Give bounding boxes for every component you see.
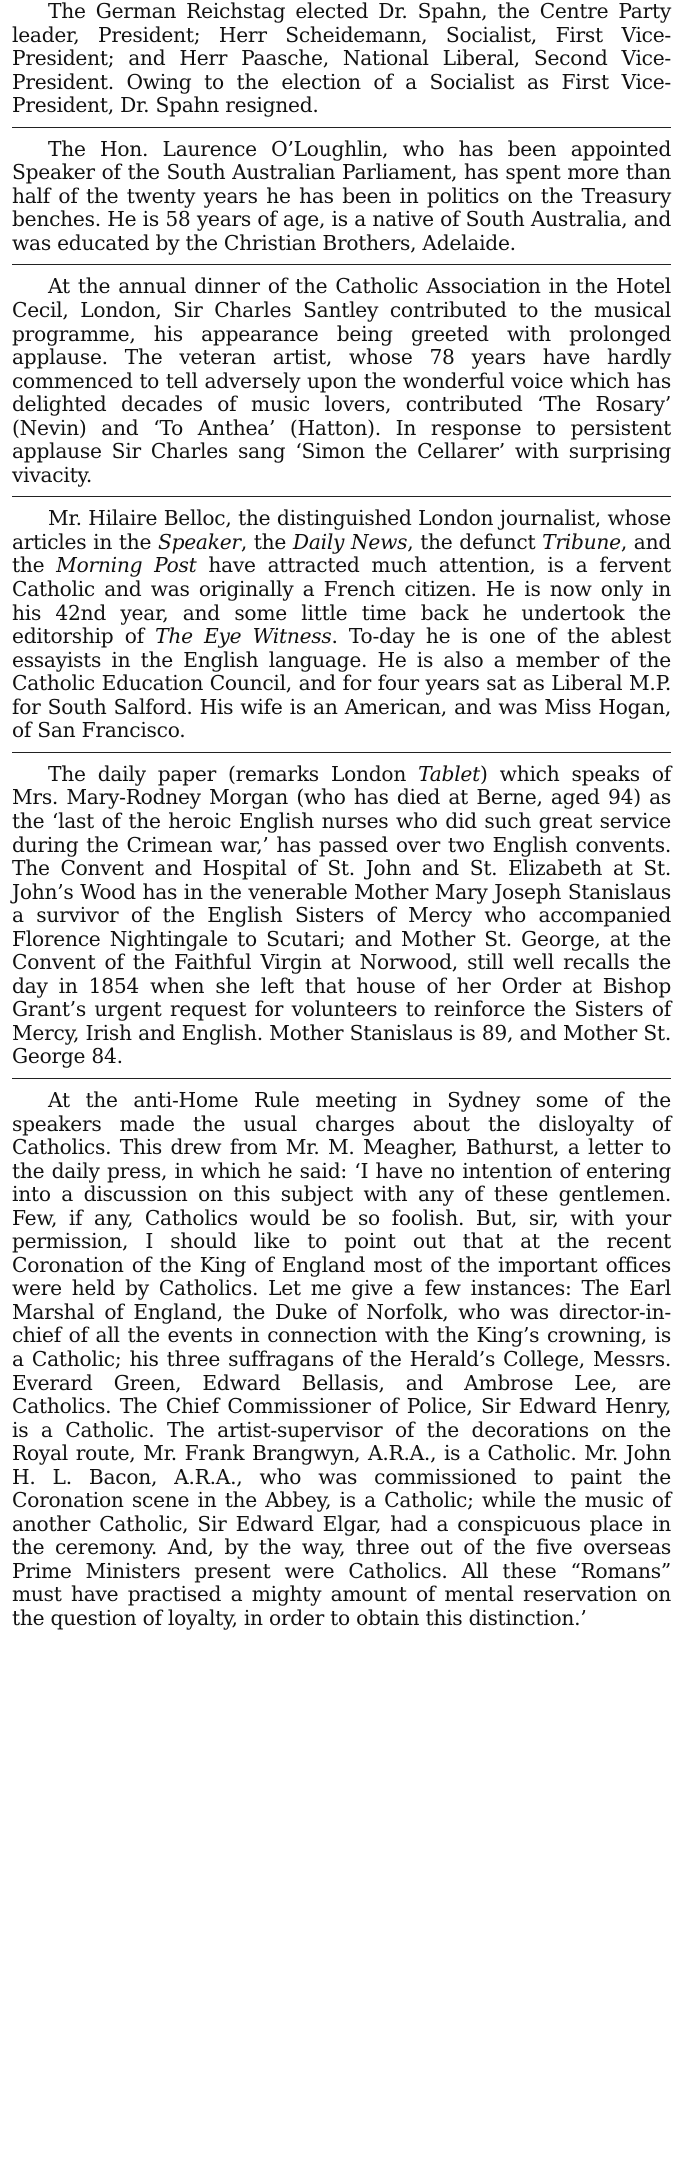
text-run: The German Reichstag elected Dr. Spahn, the Centre Party leader, President; Herr Scheidemann, Socialist, First Vice-President; and Herr Paasche, National Liberal, Second Vice-President. Owing to the election of a Socialist as First Vice-President, Dr. Spahn resigned. <box>12 0 671 118</box>
paragraph-oloughlin <box>12 138 671 256</box>
text-run: Mr. Hilaire Belloc, the distinguished London journalist, whose articles in the <box>12 506 671 554</box>
italic-title: Morning Post <box>56 553 197 578</box>
text-run: The Hon. Laurence O’Loughlin, who has been appointed Speaker of the South Australian Parliament, has spent more than half of the twenty years he has been in politics on the Treasury benches. He is 58 years of age, is a native of South Australia, and was educated by the Christian Brothers, Adelaide. <box>12 136 671 255</box>
italic-title: The Eye Witness <box>155 624 332 649</box>
italic-title: Speaker <box>157 529 241 554</box>
paragraph-crimean-nurses <box>12 763 671 1069</box>
italic-title: Tablet <box>418 761 480 786</box>
divider <box>12 127 671 128</box>
text-run: ) which speaks of Mrs. Mary-Rodney Morgan (who has died at Berne, aged 94) as the ‘last of the heroic English nurses who did such great service during the Crimean war,’ has passed over two English convents. The Convent and Hospital of St. John and St. Elizabeth at St. John’s Wood has in the venerable Mother Mary Joseph Stanislaus a survivor of the English Sisters of Mercy who accompanied Florence Nightingale to Scutari; and Mother St. George, at the Convent of the Faithful Virgin at Norwood, still well recalls the day in 1854 when she left that house of her Order at Bishop Grant’s urgent request for volunteers to reinforce the Sisters of Mercy, Irish and English. Mother Stanislaus is 89, and Mother St. George 84. <box>12 761 672 1069</box>
text-run: . To-day he is one of the ablest essayists in the English language. He is also a member of the Catholic Education Council, and for four years sat as Liberal M.P. for South Salford. His wife is an American, and was Miss Hogan, of San Francisco. <box>12 624 671 743</box>
text-run: At the anti-Home Rule meeting in Sydney some of the speakers made the usual charges about the disloyalty of Catholics. This drew from Mr. M. Meagher, Bathurst, a letter to the daily press, in which he said: ‘I have no intention of entering into a discussion on this subject with any of these gentlemen. Few, if any, Catholics would be so foolish. But, sir, with your permission, I should like to point out that at the recent Coronation of the King of England most of the important offices were held by Catholics. Let me give a few instances: The Earl Marshal of England, the Duke of Norfolk, who was director-in-chief of all the events in connection with the King’s crowning, is a Catholic; his three suffragans of the Herald’s College, Messrs. Everard Green, Edward Bellasis, and Ambrose Lee, are Catholics. The Chief Commissioner of Police, Sir Edward Henry, is a Catholic. The artist-supervisor of the decorations on the Royal route, Mr. Frank Brangwyn, A.R.A., is a Catholic. Mr. John H. L. Bacon, A.R.A., who was commissioned to paint the Coronation scene in the Abbey, is a Catholic; while the music of another Catholic, Sir Edward Elgar, had a conspicuous place in the ceremony. And, by the way, three out of the five overseas Prime Ministers present were Catholics. All these “Romans” must have practised a mighty amount of mental reservation on the question of loyalty, in order to obtain this distinction.’ <box>12 1087 671 1630</box>
divider <box>12 1078 671 1079</box>
paragraph-reichstag <box>12 0 671 118</box>
paragraph-home-rule <box>12 1089 671 1631</box>
text-run: , the <box>240 529 293 554</box>
divider <box>12 496 671 497</box>
paragraph-santley <box>12 275 671 487</box>
text-run: At the annual dinner of the Catholic Association in the Hotel Cecil, London, Sir Charles Santley contributed to the musical programme, his appearance being greeted with prolonged applause. The veteran artist, whose 78 years have hardly commenced to tell adversely upon the wonderful voice which has delighted decades of music lovers, contributed ‘The Rosary’ (Nevin) and ‘To Anthea’ (Hatton). In response to persistent applause Sir Charles sang ‘Simon the Cellarer’ with surprising vivacity. <box>12 274 671 487</box>
text-run: , and the <box>12 529 672 578</box>
paragraph-belloc <box>12 507 671 742</box>
text-run: , the defunct <box>407 529 543 554</box>
italic-title: Daily News <box>292 529 408 554</box>
italic-title: Tribune <box>542 529 621 554</box>
divider <box>12 752 671 753</box>
text-run: The daily paper (remarks London <box>48 761 419 786</box>
text-run: have attracted much attention, is a fervent Catholic and was originally a French citizen. He is now only in his 42nd year, and some little time back he undertook the editorship of <box>12 553 671 649</box>
divider <box>12 264 671 265</box>
